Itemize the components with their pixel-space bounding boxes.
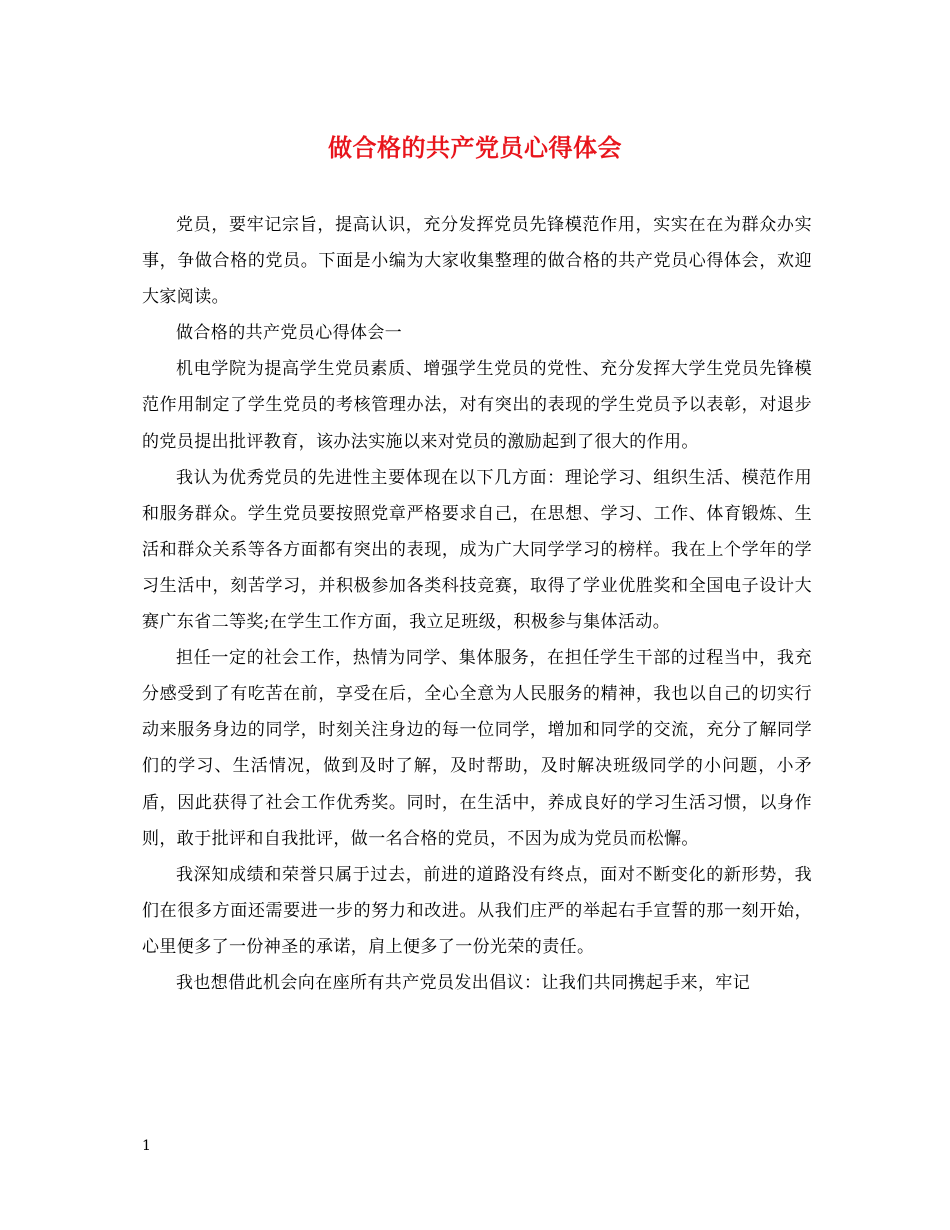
- paragraph-intro: 党员，要牢记宗旨，提高认识，充分发挥党员先锋模范作用，实实在在为群众办实事，争做合格的党员。下面是小编为大家收集整理的做合格的共产党员心得体会，欢迎大家阅读。: [142, 215, 812, 308]
- page-number: 1: [142, 1138, 151, 1154]
- paragraph: 我深知成绩和荣誉只属于过去，前进的道路没有终点，面对不断变化的新形势，我们在很多方面还需要进一步的努力和改进。从我们庄严的举起右手宣誓的那一刻开始，心里便多了一份神圣的承诺，肩上便多了一份光荣的责任。: [142, 864, 812, 957]
- paragraph: 担任一定的社会工作，热情为同学、集体服务，在担任学生干部的过程当中，我充分感受到了有吃苦在前，享受在后，全心全意为人民服务的精神，我也以自己的切实行动来服务身边的同学，时刻关注身边的每一位同学，增加和同学的交流，充分了解同学们的学习、生活情况，做到及时了解，及时帮助，及时解决班级同学的小问题，小矛盾，因此获得了社会工作优秀奖。同时，在生活中，养成良好的学习生活习惯，以身作则，敢于批评和自我批评，做一名合格的党员，不因为成为党员而松懈。: [142, 648, 812, 849]
- section-heading: 做合格的共产党员心得体会一: [176, 323, 403, 344]
- document-body: [142, 207, 812, 1001]
- paragraph: 我也想借此机会向在座所有共产党员发出倡议：让我们共同携起手来，牢记: [176, 972, 751, 993]
- document-title: 做合格的共产党员心得体会: [328, 133, 622, 162]
- paragraph: 机电学院为提高学生党员素质、增强学生党员的党性、充分发挥大学生党员先锋模范作用制定了学生党员的考核管理办法，对有突出的表现的学生党员予以表彰，对退步的党员提出批评教育，该办法实施以来对党员的激励起到了很大的作用。: [142, 359, 812, 452]
- paragraph: 我认为优秀党员的先进性主要体现在以下几方面：理论学习、组织生活、模范作用和服务群众。学生党员要按照党章严格要求自己，在思想、学习、工作、体育锻炼、生活和群众关系等各方面都有突出的表现，成为广大同学学习的榜样。我在上个学年的学习生活中，刻苦学习，并积极参加各类科技竞赛，取得了学业优胜奖和全国电子设计大赛广东省二等奖;在学生工作方面，我立足班级，积极参与集体活动。: [142, 467, 812, 633]
